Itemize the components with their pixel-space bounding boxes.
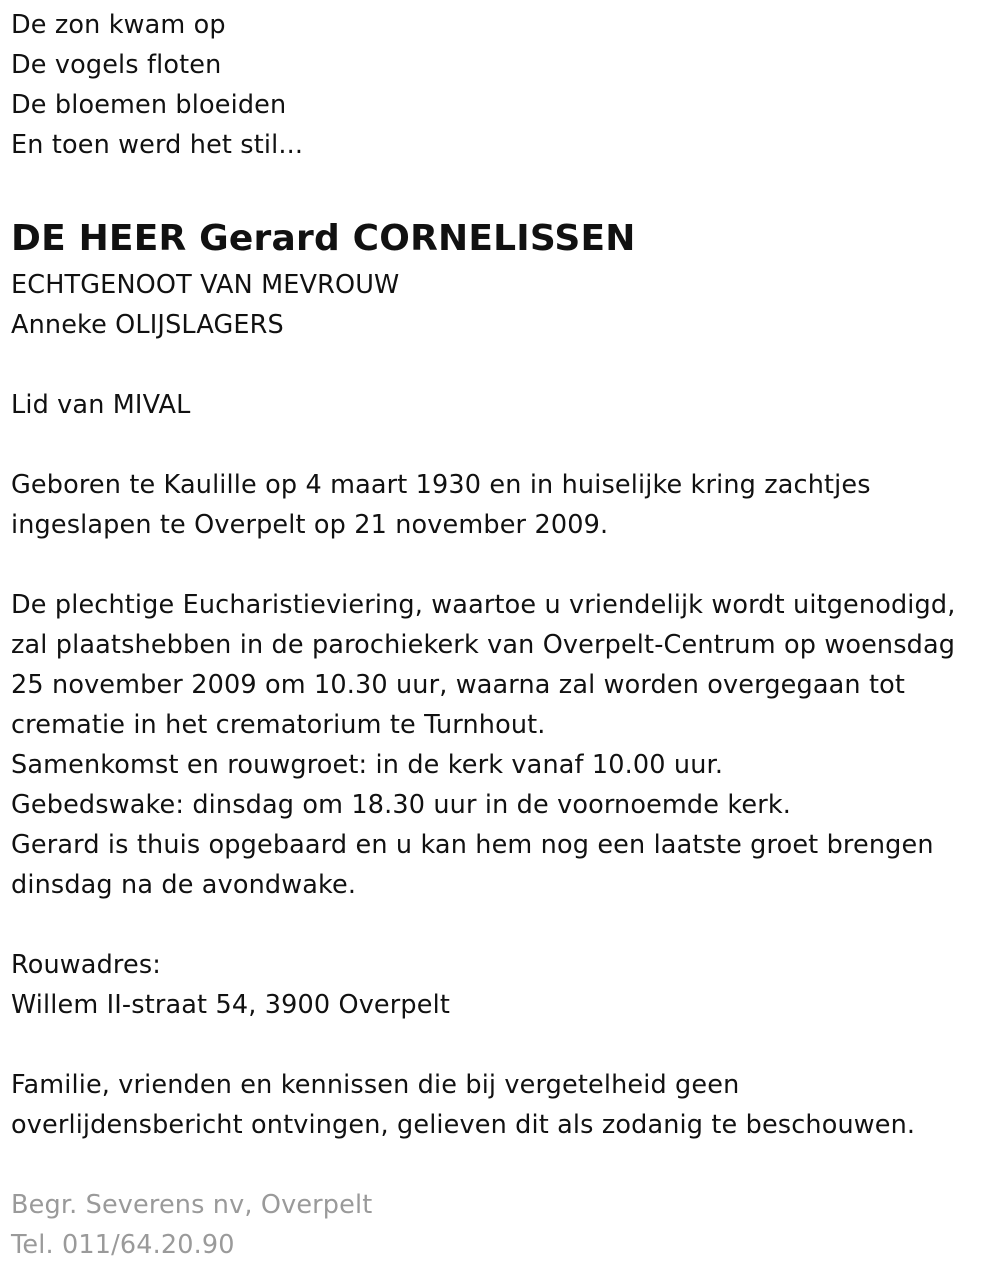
poem xyxy=(11,5,991,165)
birth-death-paragraph xyxy=(11,465,991,545)
notice-paragraph xyxy=(11,1065,991,1145)
ceremony-paragraph xyxy=(11,585,991,905)
spacer xyxy=(11,1025,991,1065)
deceased-block xyxy=(11,213,991,345)
spacer xyxy=(11,345,991,385)
spouse-name: Anneke OLIJSLAGERS xyxy=(11,310,284,340)
spacer xyxy=(11,545,991,585)
paragraph-line: overlijdensbericht ontvingen, gelieven dit als zodanig te beschouwen. xyxy=(11,1110,916,1140)
paragraph-line: 25 november 2009 om 10.30 uur, waarna zal worden overgegaan tot xyxy=(11,670,905,700)
membership: Lid van MIVAL xyxy=(11,390,191,420)
mourning-address xyxy=(11,945,991,1025)
paragraph-line: dinsdag na de avondwake. xyxy=(11,870,357,900)
poem-line: De zon kwam op xyxy=(11,10,226,40)
paragraph-line: Geboren te Kaulille op 4 maart 1930 en in huiselijke kring zachtjes xyxy=(11,470,871,500)
paragraph-line: De plechtige Eucharistieviering, waartoe u vriendelijk wordt uitgenodigd, xyxy=(11,590,956,620)
spacer xyxy=(11,905,991,945)
paragraph-line: ingeslapen te Overpelt op 21 november 2009. xyxy=(11,510,609,540)
poem-line: De vogels floten xyxy=(11,50,222,80)
paragraph-line: crematie in het crematorium te Turnhout. xyxy=(11,710,546,740)
address-label: Rouwadres: xyxy=(11,950,161,980)
spacer xyxy=(11,165,991,213)
paragraph-line: zal plaatshebben in de parochiekerk van Overpelt-Centrum op woensdag xyxy=(11,630,956,660)
spacer xyxy=(11,425,991,465)
obituary-document xyxy=(11,5,991,1265)
funeral-home-phone: Tel. 011/64.20.90 xyxy=(11,1230,235,1260)
spacer xyxy=(11,1145,991,1185)
poem-line: En toen werd het stil... xyxy=(11,130,304,160)
deceased-name: DE HEER Gerard CORNELISSEN xyxy=(11,218,636,259)
funeral-home-name: Begr. Severens nv, Overpelt xyxy=(11,1190,373,1220)
funeral-home-footer xyxy=(11,1185,991,1265)
paragraph-line: Samenkomst en rouwgroet: in de kerk vanaf 10.00 uur. xyxy=(11,750,724,780)
poem-line: De bloemen bloeiden xyxy=(11,90,287,120)
spouse-title: ECHTGENOOT VAN MEVROUW xyxy=(11,270,400,300)
paragraph-line: Familie, vrienden en kennissen die bij vergetelheid geen xyxy=(11,1070,740,1100)
address-value: Willem II-straat 54, 3900 Overpelt xyxy=(11,990,450,1020)
paragraph-line: Gerard is thuis opgebaard en u kan hem nog een laatste groet brengen xyxy=(11,830,934,860)
paragraph-line: Gebedswake: dinsdag om 18.30 uur in de voornoemde kerk. xyxy=(11,790,791,820)
